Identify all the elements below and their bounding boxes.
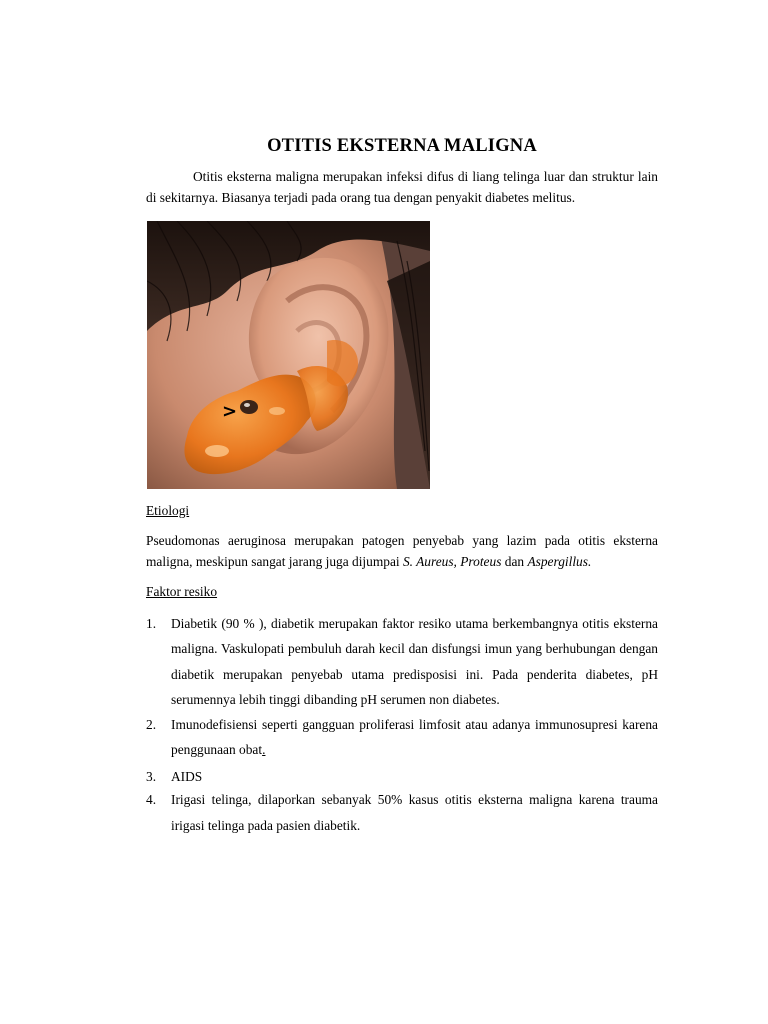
etiologi-aspergillus: Aspergillus.: [527, 554, 592, 569]
list-item-tail: .: [262, 742, 266, 758]
list-item-text: Diabetik (90 % ), diabetik merupakan faktor resiko utama berkembangnya otitis eksterna maligna. Vaskulopati pembuluh darah kecil dan disfungsi imun yang berhubungan dengan diabetik merupakan penyebab utama predisposisi ini. Pada penderita diabetes, pH serumennya lebih tinggi dibanding pH serumen non diabetes.: [171, 616, 658, 707]
list-item-text-wrap: [171, 712, 658, 763]
list-item-number: 2.: [146, 717, 157, 733]
list-item-number: 1.: [146, 616, 157, 631]
list-item: [146, 787, 658, 838]
list-item-number: 4.: [146, 792, 157, 808]
list-item-text: Imunodefisiensi seperti gangguan proliferasi limfosit atau adanya immunosupresi karena penggunaan obat: [171, 717, 658, 758]
list-item: [146, 611, 658, 712]
list-item-number: 3.: [146, 768, 157, 784]
etiologi-text: Pseudomonas aeruginosa merupakan patogen penyebab yang lazim pada otitis eksterna maligna, meskipun sangat jarang juga dijumpai: [146, 533, 658, 569]
intro-paragraph: Otitis eksterna maligna merupakan infeksi difus di liang telinga luar dan struktur lain di sekitarnya. Biasanya terjadi pada orang tua dengan penyakit diabetes melitus.: [146, 169, 658, 205]
ear-photo: [147, 221, 430, 489]
list-item-text: Irigasi telinga, dilaporkan sebanyak 50% kasus otitis eksterna maligna karena trauma irigasi telinga pada pasien diabetik.: [171, 792, 658, 833]
document-title: OTITIS EKSTERNA MALIGNA: [267, 136, 537, 156]
etiologi-conjunction: dan: [501, 554, 528, 569]
ear-illustration: [147, 221, 430, 489]
faktor-heading: Faktor resiko: [146, 584, 218, 599]
arrow-marker: >: [222, 401, 238, 422]
etiologi-heading: Etiologi: [146, 503, 190, 518]
list-item-text: AIDS: [171, 768, 203, 784]
risk-factor-list: [146, 611, 658, 838]
list-item: [146, 766, 658, 788]
list-item: [146, 712, 658, 763]
etiologi-paragraph: [146, 530, 658, 572]
etiologi-organisms: S. Aureus, Proteus: [402, 554, 502, 569]
